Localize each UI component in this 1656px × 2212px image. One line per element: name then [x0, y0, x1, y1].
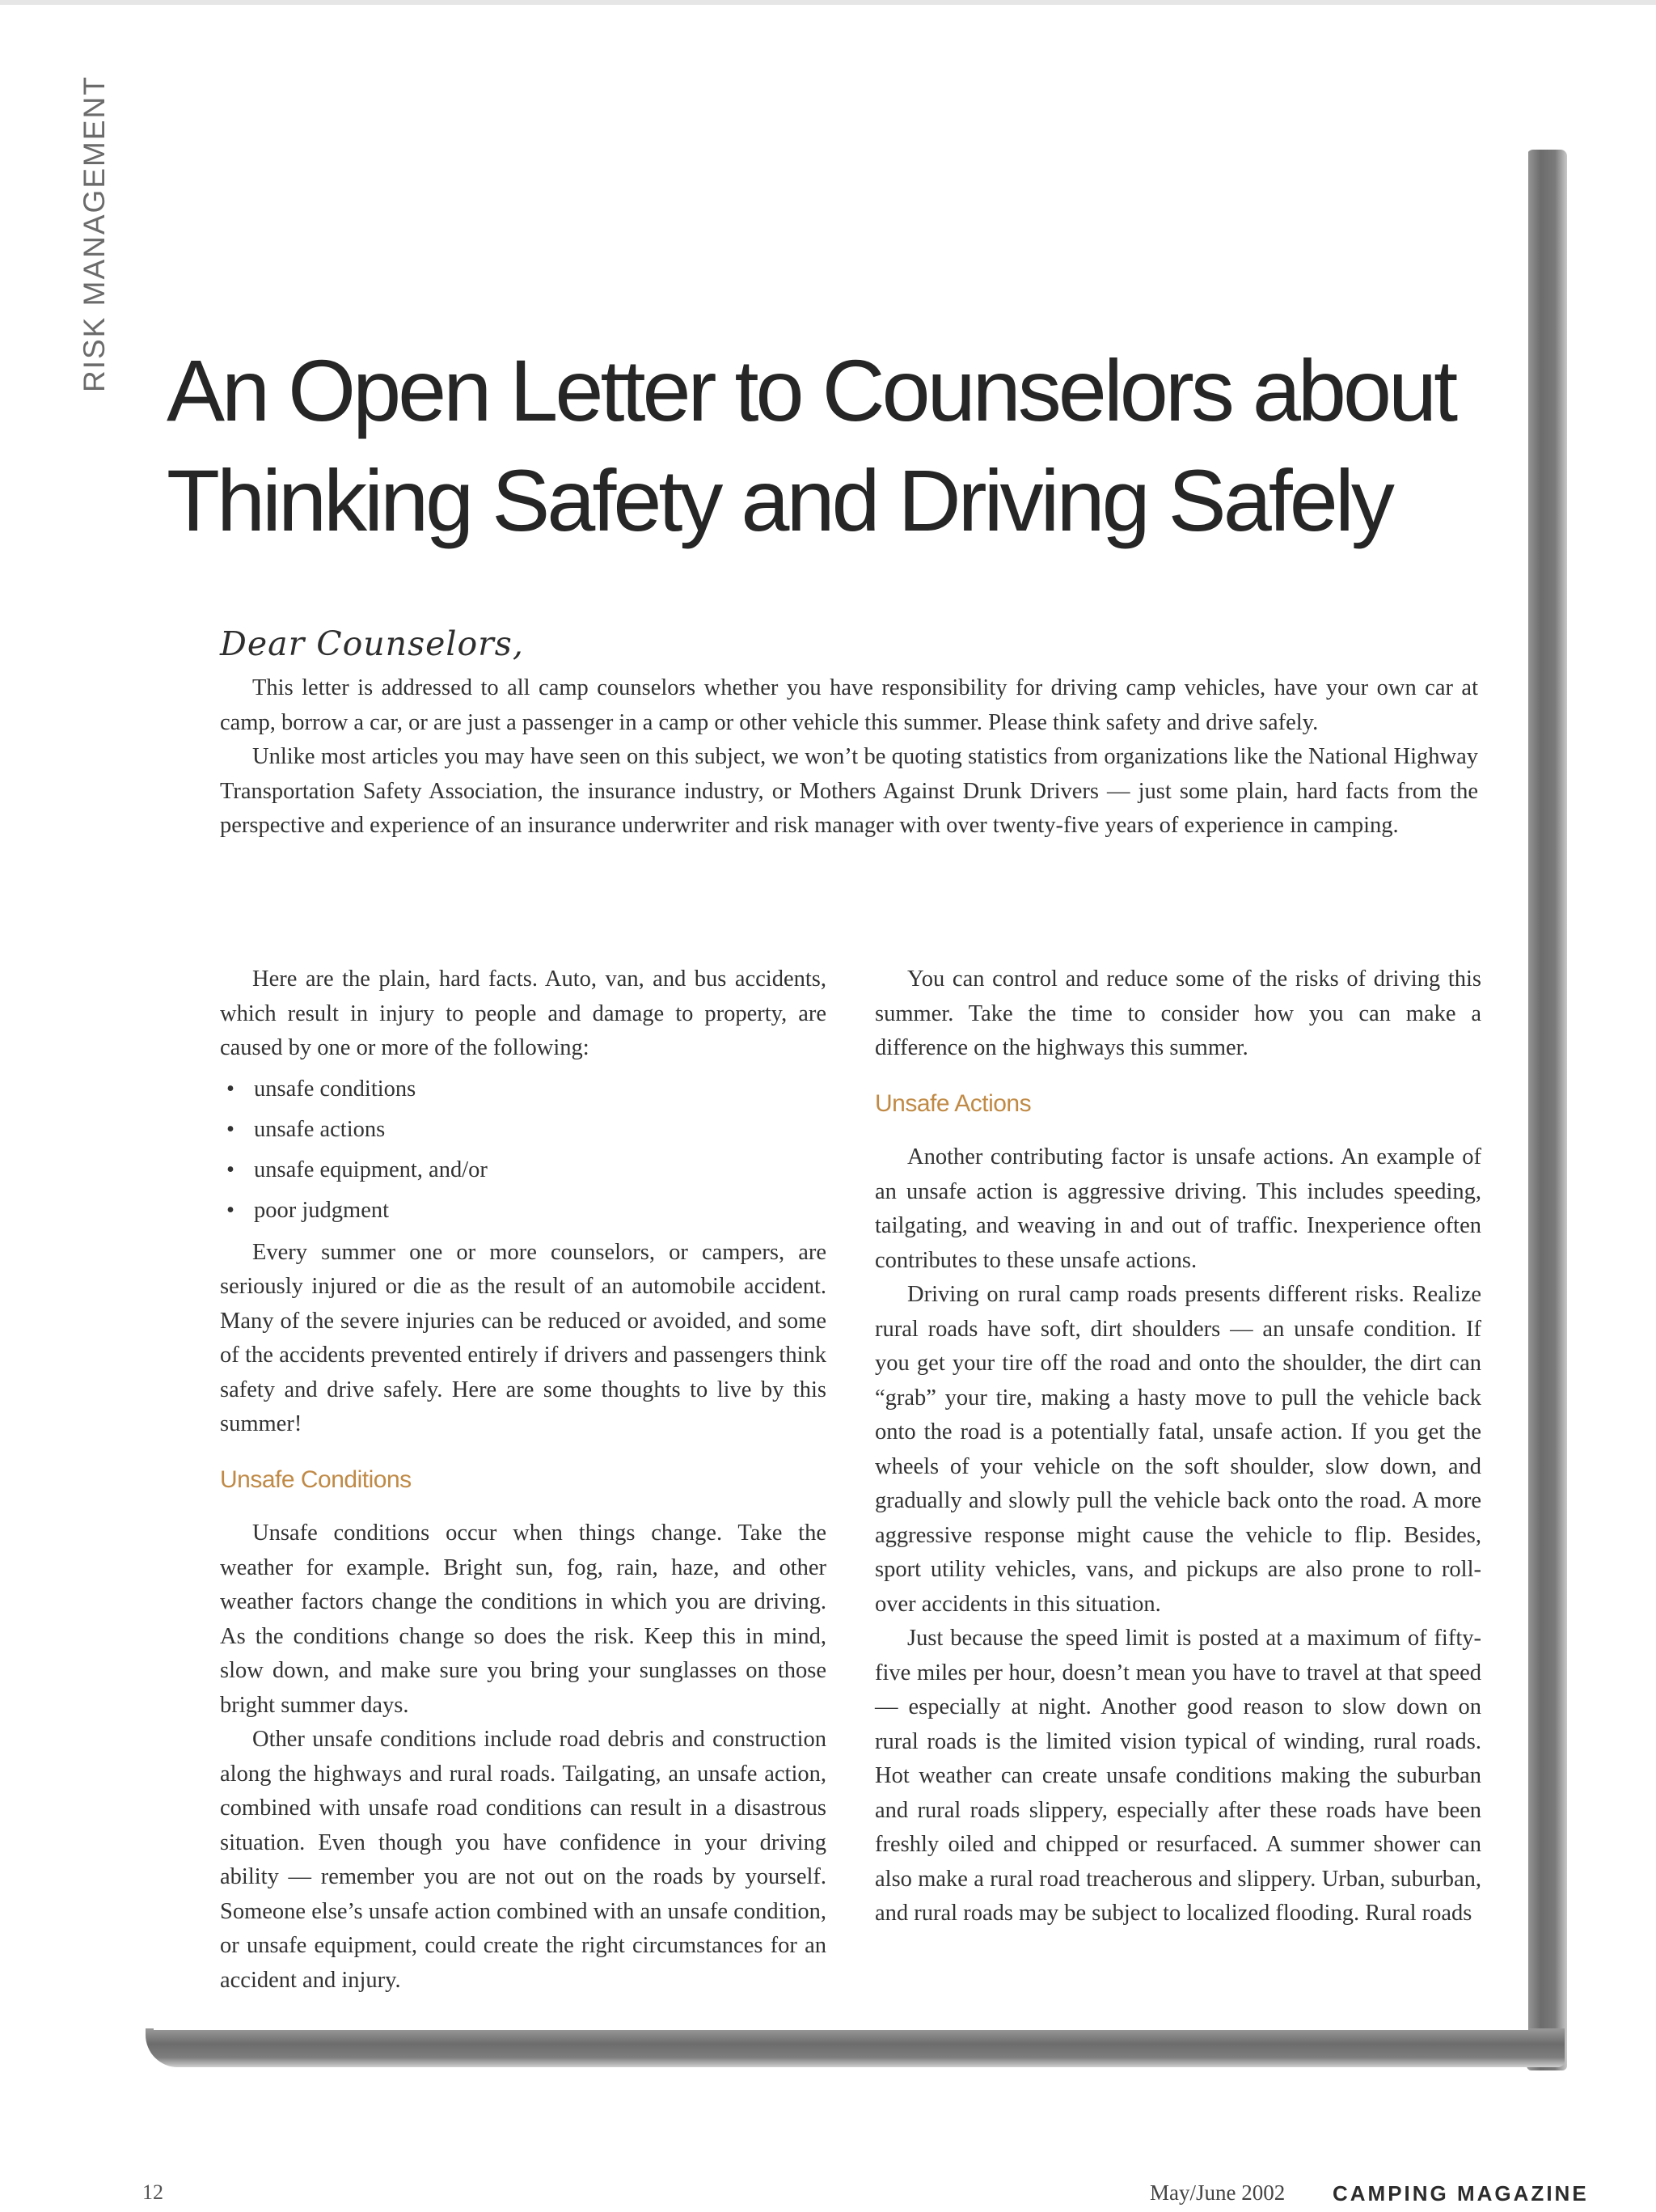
left-column [220, 962, 826, 1998]
list-item: • poor judgment [220, 1191, 826, 1231]
intro-paragraph: Unlike most articles you may have seen on this subject, we won’t be quoting statistics from organizations like the National Highway Transportation Safety Association, the insurance industry, or Mothers Against Drunk Drivers — just some plain, hard facts from the perspective and experience of an insurance underwriter and risk manager with over twenty-five years of experience in camping. [220, 744, 1478, 838]
issue-date: May/June 2002 [1150, 2180, 1286, 2205]
title-line-2: Thinking Safety and Driving Safely [167, 451, 1392, 549]
article-title [167, 336, 1541, 556]
cause-list [220, 1069, 826, 1231]
magazine-name: CAMPING MAGAZINE [1333, 2181, 1589, 2206]
body-paragraph: Just because the speed limit is posted at a maximum of fifty-five miles per hour, doesn’t mean you have to travel at that speed — especially at night. Another good reason to slow down on rural roads is the limited vision typical of winding, rural roads. Hot weather can create unsafe conditions making the suburban and rural roads slippery, especially after these roads have been freshly oiled and chipped or resurfaced. A summer shower can also make a rural road treacherous and slippery. Urban, suburban, and rural roads may be subject to localized flooding. Rural roads [875, 1626, 1481, 1926]
body-paragraph: Here are the plain, hard facts. Auto, van, and bus accidents, which result in injury to people and damage to property, are caused by one or more of the following: [220, 966, 826, 1060]
panel-shadow-bottom [146, 2028, 1565, 2067]
top-rule [0, 0, 1656, 5]
body-paragraph: Driving on rural camp roads presents different risks. Realize rural roads have soft, dirt shoulders — an unsafe condition. If you get your tire off the road and onto the shoulder, the dirt can “grab” your tire, making a hasty move to pull the vehicle back onto the road is a potentially fatal, unsafe action. If you get the wheels of your vehicle on the soft shoulder, slow down, and gradually and slowly pull the vehicle back onto the road. A more aggressive response might cause the vehicle to flip. Besides, sport utility vehicles, vans, and pickups are also prone to roll-over accidents in this situation. [875, 1282, 1481, 1617]
subhead-unsafe-actions: Unsafe Actions [875, 1089, 1032, 1117]
list-item: • unsafe conditions [220, 1069, 826, 1110]
body-paragraph: Unsafe conditions occur when things change. Take the weather for example. Bright sun, fog, rain, haze, and other weather factors change the conditions in which you are driving. As the conditions change so does the risk. Keep this in mind, slow down, and make sure you bring your sunglasses on those bright summer days. [220, 1520, 826, 1718]
subhead-unsafe-conditions: Unsafe Conditions [220, 1466, 412, 1493]
salutation: Dear Counselors, [220, 624, 524, 663]
title-line-1: An Open Letter to Counselors about [167, 341, 1455, 439]
section-label: RISK MANAGEMENT [78, 75, 111, 392]
body-paragraph: You can control and reduce some of the risks of driving this summer. Take the time to consider how you can make a difference on the highways this summer. [875, 966, 1481, 1060]
list-item: • unsafe actions [220, 1110, 826, 1150]
page-number: 12 [142, 2180, 163, 2204]
intro-paragraph: This letter is addressed to all camp counselors whether you have responsibility for driving camp vehicles, have your own car at camp, borrow a car, or are just a passenger in a camp or other vehicle this summer. Please think safety and drive safely. [220, 675, 1478, 735]
body-paragraph: Every summer one or more counselors, or campers, are seriously injured or die as the result of an automobile accident. Many of the severe injuries can be reduced or avoided, and some of the accidents prevented entirely if drivers and passengers think safety and drive safely. Here are some thoughts to live by this summer! [220, 1239, 826, 1436]
body-paragraph: Another contributing factor is unsafe actions. An example of an unsafe action is aggressive driving. This includes speeding, tailgating, and weaving in and out of traffic. Inexperience often contributes to these unsafe actions. [875, 1144, 1481, 1273]
body-paragraph: Other unsafe conditions include road debris and construction along the highways and rural roads. Tailgating, an unsafe action, combined with unsafe road conditions can result in a disastrous situation. Even though you have confidence in your driving ability — remember you are not out on the roads by yourself. Someone else’s unsafe action combined with an unsafe condition, or unsafe equipment, could create the right circumstances for an accident and injury. [220, 1727, 826, 1993]
list-item: • unsafe equipment, and/or [220, 1150, 826, 1191]
intro-text [220, 671, 1478, 844]
right-column [875, 962, 1481, 1931]
